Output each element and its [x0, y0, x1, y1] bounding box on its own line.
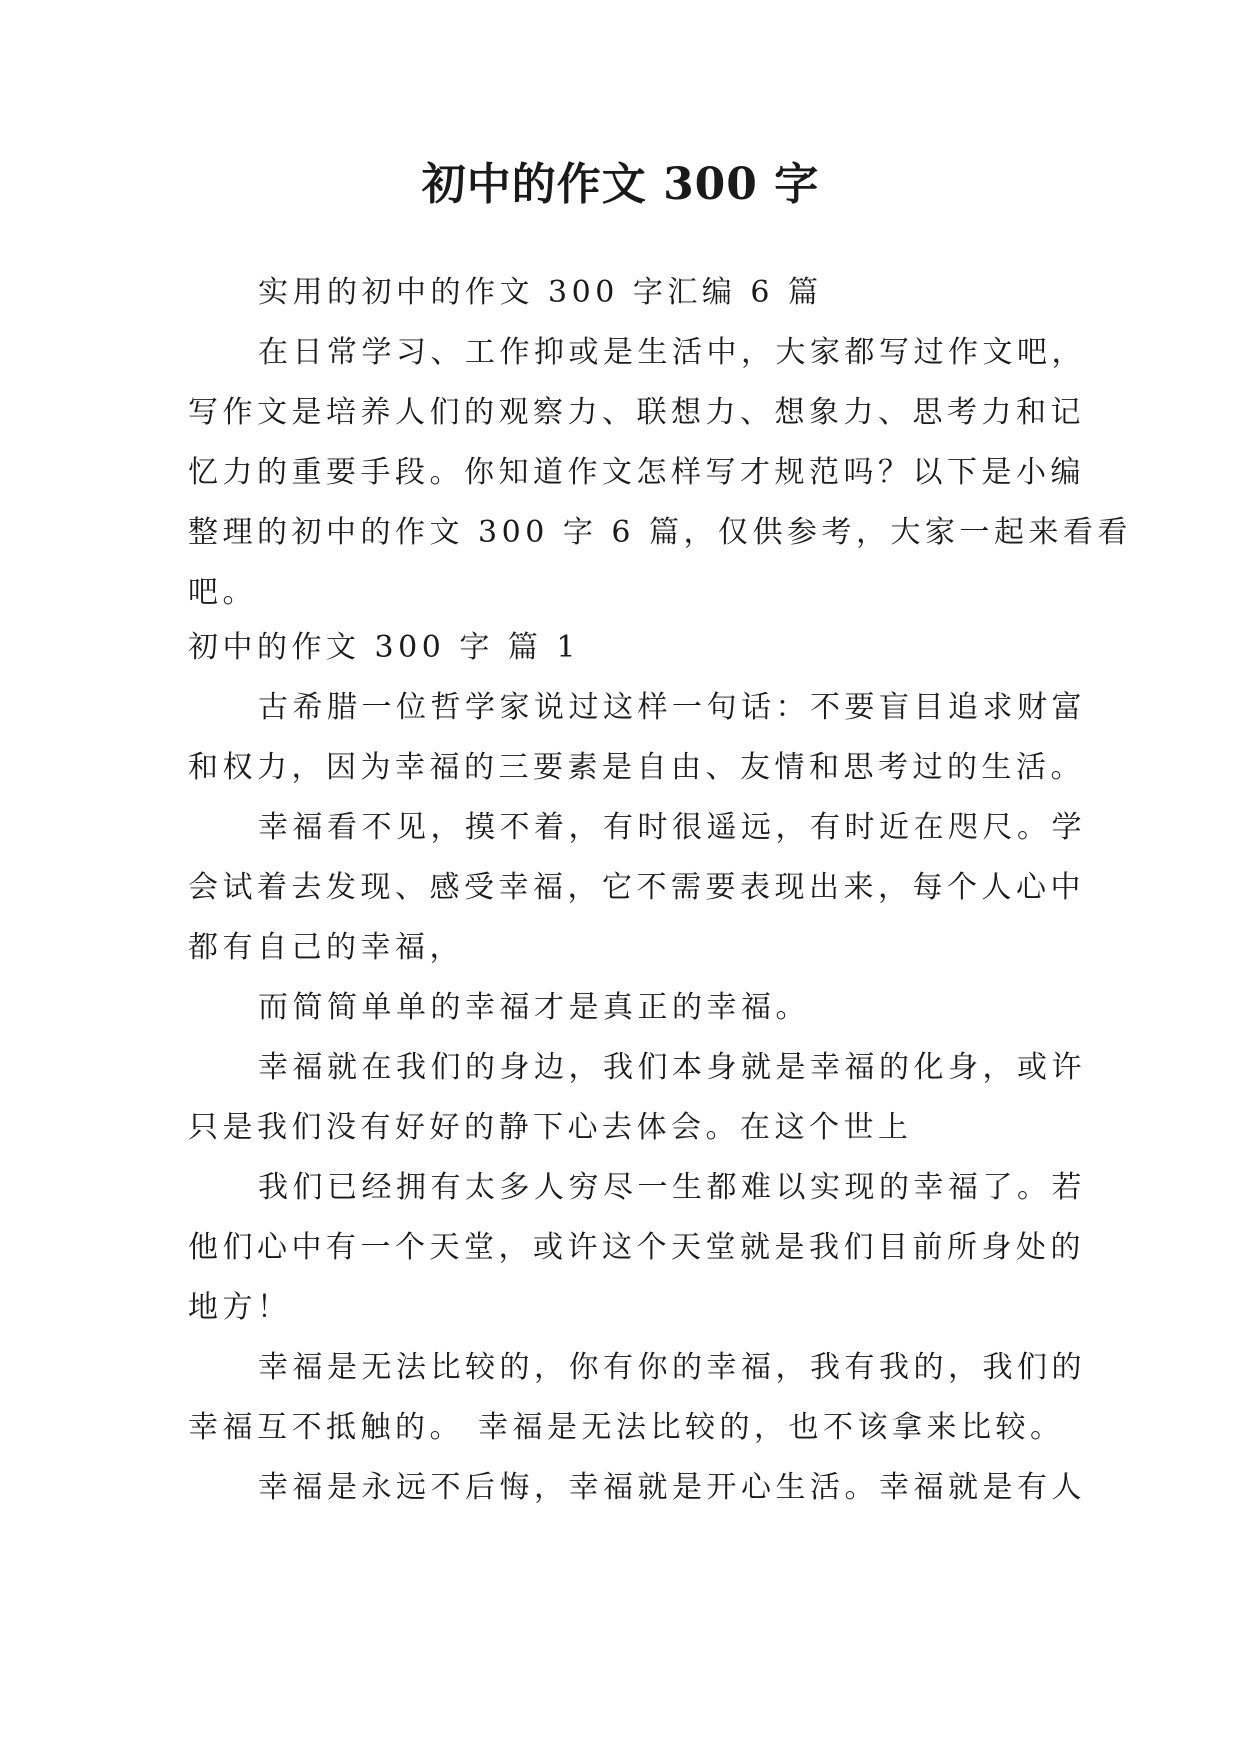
- paragraph-line: 会试着去发现、感受幸福，它不需要表现出来，每个人心中: [188, 870, 1085, 905]
- paragraph-line: 幸福就在我们的身边，我们本身就是幸福的化身，或许: [258, 1050, 1086, 1085]
- document-title: 初中的作文 300 字: [421, 159, 820, 210]
- intro-line: 整理的初中的作文 300 字 6 篇，仅供参考，大家一起来看看: [188, 515, 1132, 550]
- paragraph-line: 地方！: [188, 1290, 292, 1325]
- section-heading: 初中的作文 300 字 篇 1: [188, 630, 580, 665]
- paragraph-line: 他们心中有一个天堂，或许这个天堂就是我们目前所身处的: [188, 1230, 1085, 1265]
- paragraph-line: 和权力，因为幸福的三要素是自由、友情和思考过的生活。: [188, 750, 1085, 785]
- intro-line: 在日常学习、工作抑或是生活中，大家都写过作文吧，: [258, 335, 1086, 370]
- paragraph-line: 都有自己的幸福，: [188, 930, 464, 965]
- section-1-block: [188, 618, 1086, 1518]
- paragraph-line: 幸福是无法比较的，你有你的幸福，我有我的，我们的: [258, 1350, 1086, 1385]
- intro-line: 忆力的重要手段。你知道作文怎样写才规范吗？以下是小编: [188, 455, 1085, 490]
- paragraph-line: 我们已经拥有太多人穷尽一生都难以实现的幸福了。若: [258, 1170, 1086, 1205]
- paragraph-line: 而简简单单的幸福才是真正的幸福。: [258, 990, 810, 1025]
- intro-block: [188, 263, 1132, 623]
- intro-line: 吧。: [188, 575, 257, 610]
- paragraph-line: 幸福是永远不后悔，幸福就是开心生活。幸福就是有人: [258, 1470, 1086, 1505]
- paragraph-line: 幸福看不见，摸不着，有时很遥远，有时近在咫尺。学: [258, 810, 1086, 845]
- intro-heading: 实用的初中的作文 300 字汇编 6 篇: [258, 275, 823, 310]
- intro-line: 写作文是培养人们的观察力、联想力、想象力、思考力和记: [188, 395, 1085, 430]
- paragraph-line: 只是我们没有好好的静下心去体会。在这个世上: [188, 1110, 913, 1145]
- paragraph-line: 幸福互不抵触的。 幸福是无法比较的，也不该拿来比较。: [188, 1410, 1065, 1445]
- paragraph-line: 古希腊一位哲学家说过这样一句话：不要盲目追求财富: [258, 690, 1086, 725]
